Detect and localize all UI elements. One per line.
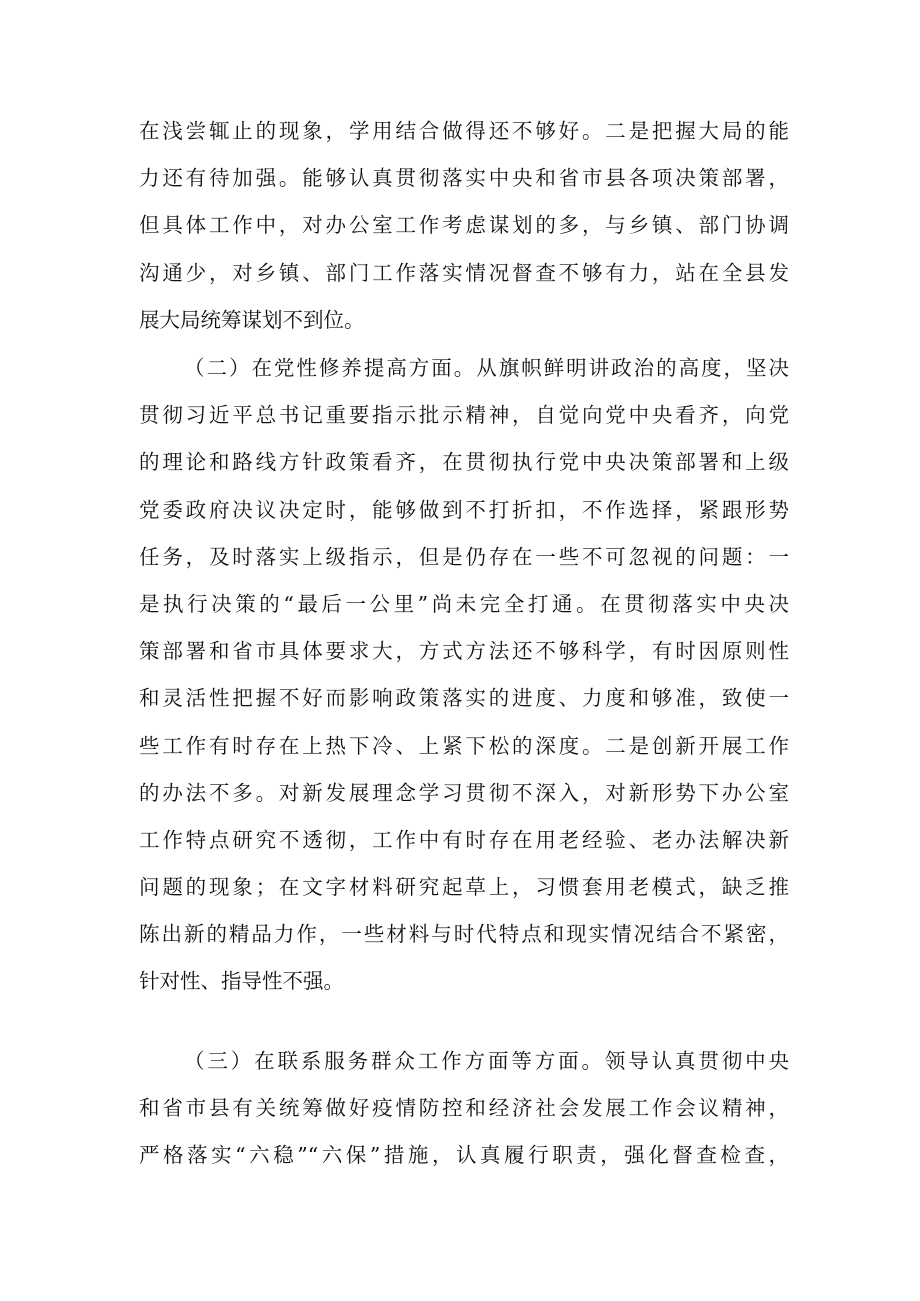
text-line: 和灵活性把握不好而影响政策落实的进度、力度和够准，致使一: [139, 686, 789, 711]
text-line: 的办法不多。对新发展理念学习贯彻不深入，对新形势下办公室: [139, 780, 789, 805]
text-line: 沟通少，对乡镇、部门工作落实情况督查不够有力，站在全县发: [139, 260, 789, 285]
text-line: 策部署和省市具体要求大，方式方法还不够科学，有时因原则性: [139, 639, 789, 664]
text-line: 力还有待加强。能够认真贯彻落实中央和省市县各项决策部署，: [139, 166, 789, 191]
text-line: （二）在党性修养提高方面。从旗帜鲜明讲政治的高度，坚决: [184, 356, 789, 380]
text-line: 针对性、指导性不强。: [139, 969, 344, 994]
text-line: 严格落实“六稳”“六保”措施，认真履行职责，强化督查检查，: [139, 1143, 789, 1168]
text-line: 是执行决策的“最后一公里”尚未完全打通。在贯彻落实中央决: [139, 591, 789, 616]
text-line: 任务，及时落实上级指示，但是仍存在一些不可忽视的问题：一: [139, 544, 789, 569]
paragraph-continued: [139, 108, 789, 344]
paragraph-party-spirit: [139, 345, 789, 1006]
text-line: 陈出新的精品力作，一些材料与时代特点和现实情况结合不紧密，: [139, 922, 789, 947]
text-line: 些工作有时存在上热下冷、上紧下松的深度。二是创新开展工作: [139, 733, 789, 758]
text-line: 工作特点研究不透彻，工作中有时存在用老经验、老办法解决新: [139, 827, 789, 852]
paragraph-serving-masses: [139, 1038, 789, 1180]
text-line: 和省市县有关统筹做好疫情防控和经济社会发展工作会议精神，: [139, 1096, 789, 1121]
text-line: 问题的现象；在文字材料研究起草上，习惯套用老模式，缺乏推: [139, 875, 789, 900]
text-line: 党委政府决议决定时，能够做到不打折扣，不作选择，紧跟形势: [139, 497, 789, 522]
text-line: 在浅尝辄止的现象，学用结合做得还不够好。二是把握大局的能: [139, 119, 789, 143]
text-line: 展大局统筹谋划不到位。: [139, 307, 365, 332]
text-line: 贯彻习近平总书记重要指示批示精神，自觉向党中央看齐，向党: [139, 403, 789, 428]
text-line: （三）在联系服务群众工作方面等方面。领导认真贯彻中央: [184, 1049, 789, 1073]
text-line: 的理论和路线方针政策看齐，在贯彻执行党中央决策部署和上级: [139, 450, 789, 475]
text-line: 但具体工作中，对办公室工作考虑谋划的多，与乡镇、部门协调: [139, 213, 789, 238]
